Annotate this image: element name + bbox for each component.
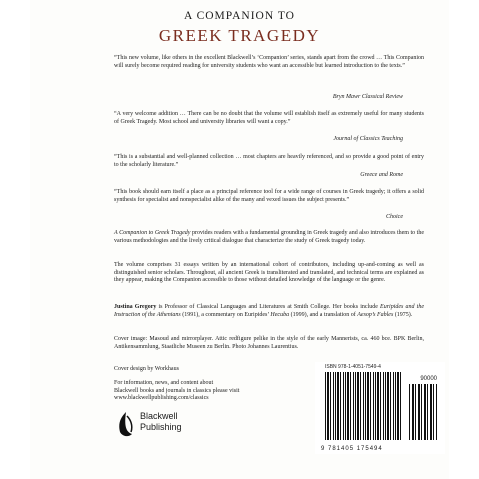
description-book-title: A Companion to Greek Tragedy: [114, 230, 191, 236]
review-quote-2: “A very welcome addition … There can be no doubt that the volume will establish itself as extremely useful for many students of Greek Tragedy. Most school and university libraries will want a copy.”: [114, 111, 424, 125]
blackwell-logo-icon: [116, 410, 136, 440]
review-quote-1: “This new volume, like others in the excellent Blackwell’s ‘Companion’ series, stands apart from the crowd … This Companion will surely become required reading for university students who want an accessible but learned introduction to the texts.”: [114, 55, 424, 69]
price-code: 90000: [420, 376, 437, 382]
review-source-1: Bryn Mawr Classical Review: [332, 94, 403, 100]
review-source-2: Journal of Classics Teaching: [333, 136, 403, 142]
review-source-3: Greece and Rome: [360, 172, 403, 178]
barcode-bars: [325, 372, 403, 440]
review-source-4: Choice: [386, 214, 403, 220]
author-name: Justina Gregory: [114, 304, 157, 310]
description-text: provides readers with a fundamental grounding in Greek tragedy and also introduces them to the various methodologies and the lively critical dialogue that characterize the study of Greek tragedy today.: [114, 230, 424, 244]
description-paragraph: [114, 230, 424, 245]
barcode-addon-bars: [409, 384, 437, 440]
cover-image-credit: Cover image: Masoud and mirrorplayer. Attic redfigure pelike in the style of the early Mannerists, ca. 460 bce. BPK Berlin, Antikensammlung, Staatliche Museen zu Berlin. Photo Johannes Laurentius.: [114, 336, 424, 350]
volume-paragraph: The volume comprises 31 essays written by an international cohort of contributors, including up-and-coming as well as distinguished senior scholars. Throughout, all ancient Greek is transliterated and translated, and technical terms are explained as they appear, making the Companion accessible to those without detailed knowledge of the language or the genre.: [114, 262, 424, 283]
publisher-logo-text: Blackwell Publishing: [140, 411, 182, 432]
author-bio: Justina Gregory is Professor of Classical Languages and Literatures at Smith College. Her books include Euripides and the Instruction of the Athenians (1991), a commentary on Euripides’ Hecuba (1999), and a translation of Aesop’s Fables (1975).: [114, 304, 424, 318]
info-block: For information, news, and content about Blackwell books and journals in classics please visit www.blackwellpublishing.com/classics: [114, 380, 424, 403]
book-back-cover: [30, 0, 449, 479]
barcode-digits: 9 781405 175494: [321, 446, 383, 452]
isbn-barcode: [315, 362, 445, 454]
series-title: A COMPANION TO: [184, 10, 295, 22]
review-quote-3: “This is a substantial and well-planned collection … most chapters are heavily referenced, and so provide a good point of entry to the scholarly literature.”: [114, 154, 424, 168]
book-title: GREEK TRAGEDY: [158, 26, 321, 45]
cover-design-credit: Cover design by Workhaus: [114, 366, 179, 372]
publisher-url: www.blackwellpublishing.com/classics: [114, 395, 209, 401]
isbn-label: ISBN 978-1-4051-7549-4: [325, 364, 381, 370]
review-quote-4: “This book should earn itself a place as a principal reference tool for a wide range of courses in Greek tragedy; it offers a solid synthesis for specialist and nonspecialist alike of the many and vexed issues the subject presents.”: [114, 189, 424, 203]
